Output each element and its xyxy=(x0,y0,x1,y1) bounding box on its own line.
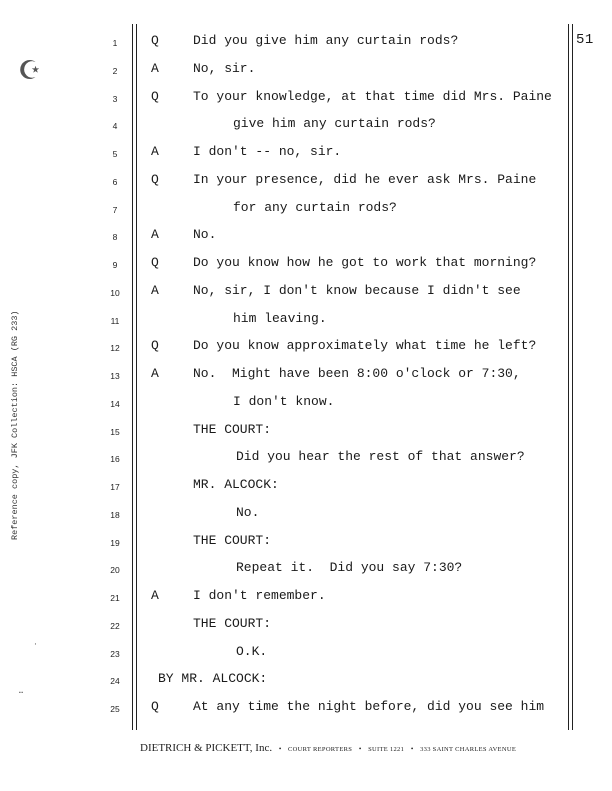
line-number: 2 xyxy=(112,65,118,76)
transcript-line xyxy=(0,113,612,140)
transcript-line xyxy=(0,668,612,695)
transcript-line xyxy=(0,30,612,57)
speaker-label: A xyxy=(151,282,159,298)
line-number: 3 xyxy=(112,93,118,104)
line-text: give him any curtain rods? xyxy=(233,116,436,132)
line-number: 13 xyxy=(110,371,120,381)
line-number: 17 xyxy=(110,482,120,492)
margin-mark-icon: ☪ xyxy=(18,56,42,86)
transcript-line xyxy=(0,58,612,85)
line-text: Did you hear the rest of that answer? xyxy=(236,449,525,465)
line-text: At any time the night before, did you see him xyxy=(193,699,545,714)
line-text: I don't -- no, sir. xyxy=(193,144,342,159)
archive-stamp: Reference copy, JFK Collection: HSCA (RG 233) xyxy=(10,310,20,540)
transcript-line xyxy=(0,280,612,307)
line-text: Do you know how he got to work that morning? xyxy=(193,255,537,270)
transcript-line xyxy=(0,86,612,113)
line-text: I don't know. xyxy=(233,393,335,409)
margin-smudge-icon: ¨ xyxy=(18,690,24,704)
line-number: 25 xyxy=(110,704,120,714)
line-text: THE COURT: xyxy=(193,532,272,548)
line-text: In your presence, did he ever ask Mrs. Paine xyxy=(193,171,537,187)
line-text: THE COURT: xyxy=(193,421,272,437)
transcript-line xyxy=(0,585,612,612)
transcript-line xyxy=(0,696,612,723)
transcript-line xyxy=(0,252,612,279)
line-text: No, sir. xyxy=(193,60,256,76)
line-number: 7 xyxy=(112,204,118,215)
footer xyxy=(140,742,580,754)
speaker-label: Q xyxy=(151,33,159,48)
speaker-label: A xyxy=(151,588,159,603)
transcript-line xyxy=(0,391,612,418)
line-text: THE COURT: xyxy=(193,615,272,631)
transcript-line xyxy=(0,308,612,335)
transcript-line xyxy=(0,141,612,168)
line-number: 4 xyxy=(112,121,118,132)
line-number: 1 xyxy=(112,38,118,48)
line-text: I don't remember. xyxy=(193,588,326,603)
footer-role: COURT REPORTERS xyxy=(288,746,353,753)
line-text: No. xyxy=(193,227,217,243)
line-text: To your knowledge, at that time did Mrs. Paine xyxy=(193,88,552,104)
speaker-label: A xyxy=(151,60,159,76)
footer-suite: SUITE 1221 xyxy=(368,746,405,753)
speaker-label: A xyxy=(151,144,159,159)
line-text: Repeat it. Did you say 7:30? xyxy=(236,560,463,576)
line-number: 22 xyxy=(110,620,120,631)
line-text: for any curtain rods? xyxy=(233,199,397,215)
speaker-label: Q xyxy=(151,88,159,104)
transcript-line xyxy=(0,224,612,251)
line-text: Did you give him any curtain rods? xyxy=(193,33,459,48)
line-number: 18 xyxy=(110,509,120,520)
transcript-line xyxy=(0,530,612,557)
speaker-label: Q xyxy=(151,171,159,187)
transcript-line xyxy=(0,419,612,446)
line-text: O.K. xyxy=(236,643,268,659)
transcript-line xyxy=(0,169,612,196)
transcript-line xyxy=(0,197,612,224)
transcript-line xyxy=(0,641,612,668)
line-number: 19 xyxy=(110,537,120,548)
line-text: No. xyxy=(236,504,260,520)
line-number: 16 xyxy=(110,454,120,465)
line-number: 20 xyxy=(110,565,120,576)
line-number: 12 xyxy=(110,343,120,354)
speaker-label: A xyxy=(151,227,159,243)
line-number: 23 xyxy=(110,648,120,659)
footer-separator-icon: • xyxy=(278,745,282,753)
line-number: 14 xyxy=(110,398,120,409)
speaker-label: A xyxy=(151,366,159,381)
transcript-line xyxy=(0,335,612,362)
line-number: 15 xyxy=(110,426,120,437)
line-text: No, sir, I don't know because I didn't see xyxy=(193,282,521,298)
margin-speck-icon: · xyxy=(34,640,37,650)
speaker-label: Q xyxy=(151,699,159,714)
transcript-line xyxy=(0,502,612,529)
line-text: Do you know approximately what time he left? xyxy=(193,338,537,354)
speaker-label: Q xyxy=(151,255,159,270)
transcript-line xyxy=(0,446,612,473)
footer-address: 333 SAINT CHARLES AVENUE xyxy=(420,746,517,753)
transcript-line xyxy=(0,363,612,390)
line-number: 9 xyxy=(112,260,118,270)
footer-separator-icon: • xyxy=(410,745,414,753)
line-text: BY MR. ALCOCK: xyxy=(158,671,268,687)
line-text: MR. ALCOCK: xyxy=(193,477,279,492)
line-number: 21 xyxy=(110,593,120,603)
line-text: him leaving. xyxy=(233,310,327,326)
line-number: 8 xyxy=(112,232,118,243)
footer-firm: DIETRICH & PICKETT, Inc. xyxy=(140,742,273,754)
line-text: No. Might have been 8:00 o'clock or 7:30, xyxy=(193,366,521,381)
line-number: 6 xyxy=(112,176,118,187)
footer-separator-icon: • xyxy=(358,745,362,753)
transcript-line xyxy=(0,557,612,584)
line-number: 5 xyxy=(112,149,118,159)
transcript-line xyxy=(0,474,612,501)
line-number: 24 xyxy=(110,676,120,687)
page-number: 51 xyxy=(576,32,594,48)
line-number: 10 xyxy=(110,287,120,298)
speaker-label: Q xyxy=(151,338,159,354)
line-number: 11 xyxy=(110,315,120,326)
transcript-line xyxy=(0,613,612,640)
